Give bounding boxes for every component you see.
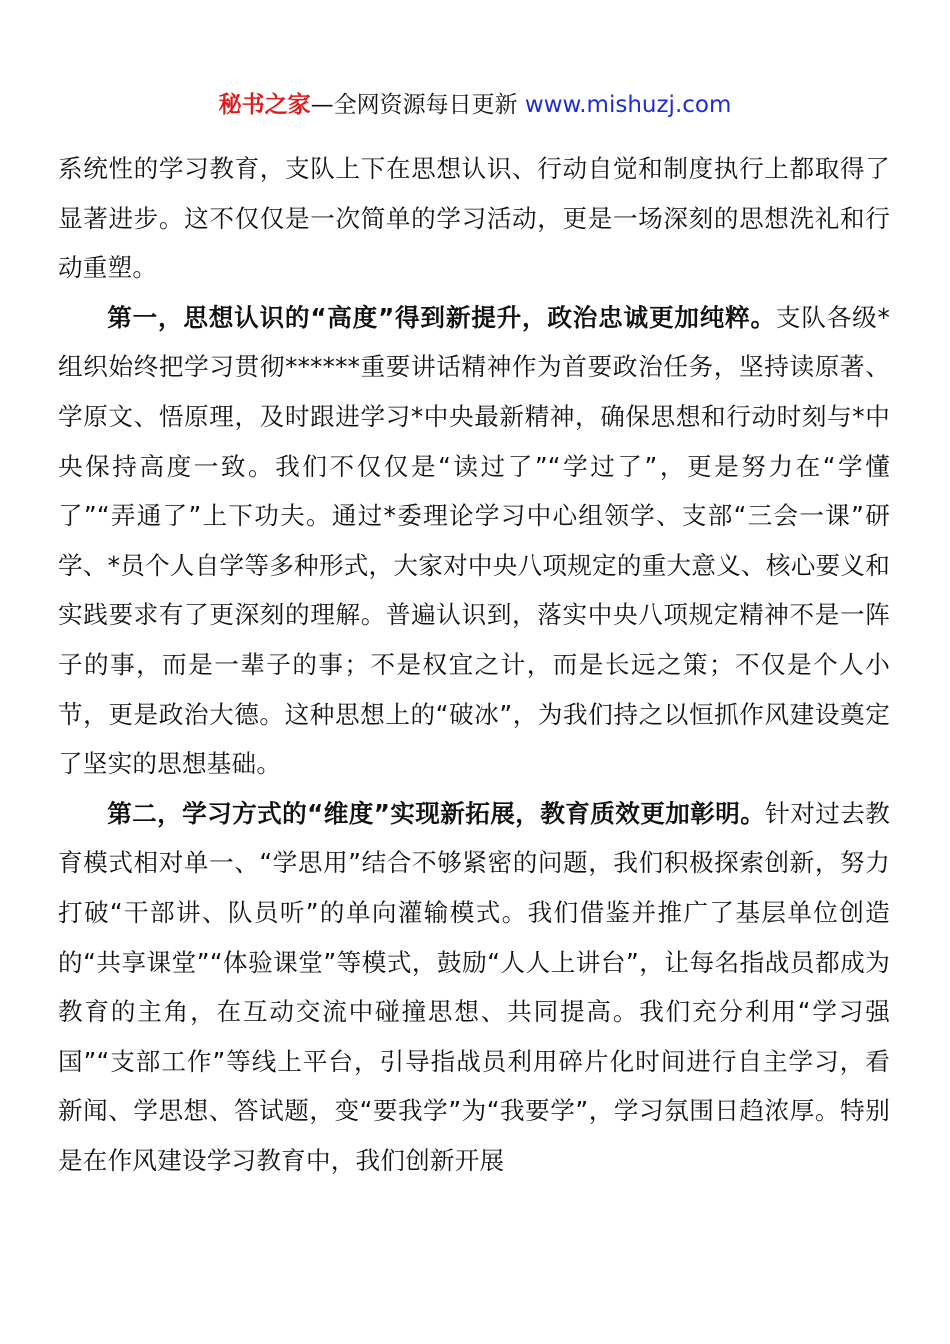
paragraph-text: 系统性的学习教育，支队上下在思想认识、行动自觉和制度执行上都取得了显著进步。这不仅仅是一次简单的学习活动，更是一场深刻的思想洗礼和行动重塑。: [58, 154, 890, 283]
document-body: [58, 144, 890, 1185]
paragraph-lead-heading: 第二，学习方式的“维度”实现新拓展，教育质效更加彰明。: [107, 798, 766, 828]
page-header: [0, 88, 950, 122]
paragraph-second-point: [58, 789, 890, 1186]
paragraph-text: 针对过去教育模式相对单一、“学思用”结合不够紧密的问题，我们积极探索创新，努力打破“干部讲、队员听”的单向灌输模式。我们借鉴并推广了基层单位创造的“共享课堂”“体验课堂”等模式，鼓励“人人上讲台”，让每名指战员都成为教育的主角，在互动交流中碰撞思想、共同提高。我们充分利用“学习强国”“支部工作”等线上平台，引导指战员利用碎片化时间进行自主学习，看新闻、学思想、答试题，变“要我学”为“我要学”，学习氛围日趋浓厚。特别是在作风建设学习教育中，我们创新开展: [58, 798, 890, 1175]
paragraph-continuation: [58, 144, 890, 293]
paragraph-first-point: [58, 293, 890, 789]
site-url-link[interactable]: www.mishuzj.com: [524, 92, 732, 118]
header-tagline: —全网资源每日更新: [310, 92, 518, 118]
paragraph-lead-heading: 第一，思想认识的“高度”得到新提升，政治忠诚更加纯粹。: [107, 302, 776, 332]
paragraph-text: 支队各级*组织始终把学习贯彻******重要讲话精神作为首要政治任务，坚持读原著、学原文、悟原理，及时跟进学习*中央最新精神，确保思想和行动时刻与*中央保持高度一致。我们不仅仅是“读过了”“学过了”，更是努力在“学懂了”“弄通了”上下功夫。通过*委理论学习中心组领学、支部“三会一课”研学、*员个人自学等多种形式，大家对中央八项规定的重大意义、核心要义和实践要求有了更深刻的理解。普遍认识到，落实中央八项规定精神不是一阵子的事，而是一辈子的事；不是权宜之计，而是长远之策；不仅是个人小节，更是政治大德。这种思想上的“破冰”，为我们持之以恒抓作风建设奠定了坚实的思想基础。: [58, 302, 890, 779]
brand-name: 秘书之家: [218, 92, 311, 118]
